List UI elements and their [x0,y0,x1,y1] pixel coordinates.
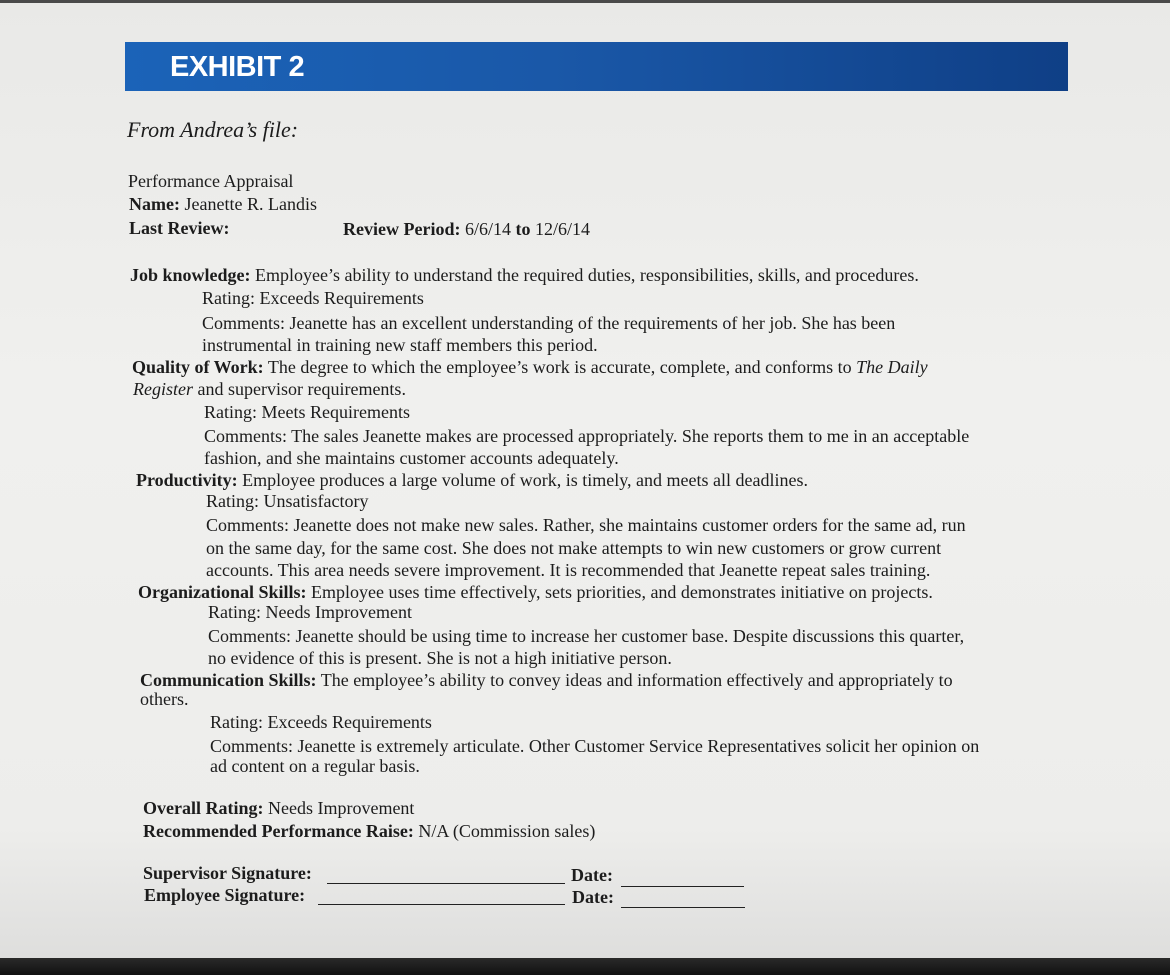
review-period-to-word: to [515,219,531,239]
raise-label: Recommended Performance Raise: [143,821,414,841]
section-rating: Rating: Meets Requirements [204,402,410,422]
section-description-italic: The Daily [856,357,928,377]
section-description: Employee produces a large volume of work, is timely, and meets all deadlines. [237,470,808,490]
section-label: Organizational Skills: [138,582,307,602]
section-description: and supervisor requirements. [193,379,406,399]
screen-top-edge [0,0,1170,3]
section-productivity [136,470,808,491]
employee-date-line [621,907,745,908]
section-description: The employee’s ability to convey ideas and information effectively and appropriately to [316,670,953,690]
date-label-text: Date: [571,865,613,885]
section-comment: Comments: Jeanette is extremely articulate. Other Customer Service Representatives solicit her opinion on [210,736,980,756]
supervisor-date-label [571,865,613,886]
employee-signature-line [318,904,565,905]
section-comment: on the same day, for the same cost. She does not make attempts to win new customers or grow current [206,538,942,558]
section-organizational-skills [138,582,933,603]
section-comment: Comments: Jeanette does not make new sales. Rather, she maintains customer orders for the same ad, run [206,515,966,535]
section-description-italic: Register [133,379,193,399]
exhibit-banner [125,42,1068,91]
raise-value: N/A (Commission sales) [413,821,596,841]
section-comment: fashion, and she maintains customer accounts adequately. [204,448,619,468]
section-communication-skills [140,670,953,691]
review-period-from: 6/6/14 [460,219,516,239]
section-quality-of-work [132,357,928,378]
section-comment: ad content on a regular basis. [210,756,420,776]
section-rating: Rating: Needs Improvement [208,602,412,622]
supervisor-signature-label-text: Supervisor Signature: [143,863,312,883]
employee-name [129,194,317,215]
section-label: Communication Skills: [140,670,317,690]
review-period-label: Review Period: [343,219,461,239]
screen-bottom-edge [0,958,1170,975]
review-period [343,219,590,240]
review-period-to: 12/6/14 [530,219,590,239]
date-label-text: Date: [572,887,614,907]
section-comment: Comments: Jeanette should be using time to increase her customer base. Despite discussions this quarter, [208,626,965,646]
overall-rating [143,798,414,819]
source-note: From Andrea’s file: [127,117,299,142]
section-comment: no evidence of this is present. She is not a high initiative person. [208,648,672,668]
section-job-knowledge [130,265,919,286]
section-comment: Comments: The sales Jeanette makes are processed appropriately. She reports them to me in an acceptable [204,426,970,446]
section-comment: Comments: Jeanette has an excellent understanding of the requirements of her job. She has been [202,313,896,333]
exhibit-title: EXHIBIT 2 [170,51,305,83]
section-description: Employee uses time effectively, sets priorities, and demonstrates initiative on projects. [306,582,933,602]
section-rating: Rating: Exceeds Requirements [202,288,424,308]
document-title: Performance Appraisal [128,171,294,191]
section-description: Employee’s ability to understand the required duties, responsibilities, skills, and procedures. [250,265,919,285]
overall-value: Needs Improvement [263,798,415,818]
section-label: Productivity: [136,470,238,490]
section-rating: Rating: Unsatisfactory [206,491,369,511]
section-comment: instrumental in training new staff members this period. [202,335,598,355]
last-review-label [129,218,229,239]
section-comment: accounts. This area needs severe improvement. It is recommended that Jeanette repeat sales training. [206,560,931,580]
name-label: Name: [129,194,180,214]
section-label: Quality of Work: [132,357,264,377]
supervisor-signature-label [143,863,312,884]
recommended-raise [143,821,595,842]
employee-signature-label [144,885,305,906]
section-description-cont: others. [140,689,189,709]
employee-date-label [572,887,614,908]
employee-signature-label-text: Employee Signature: [144,885,306,905]
section-description: The degree to which the employee’s work is accurate, complete, and conforms to [263,357,857,377]
overall-label: Overall Rating: [143,798,264,818]
section-rating: Rating: Exceeds Requirements [210,712,432,732]
supervisor-date-line [621,886,744,887]
name-value: Jeanette R. Landis [179,194,317,214]
last-review-label-text: Last Review: [129,218,230,238]
supervisor-signature-line [327,883,565,884]
section-quality-of-work-cont [133,379,406,400]
section-label: Job knowledge: [130,265,251,285]
